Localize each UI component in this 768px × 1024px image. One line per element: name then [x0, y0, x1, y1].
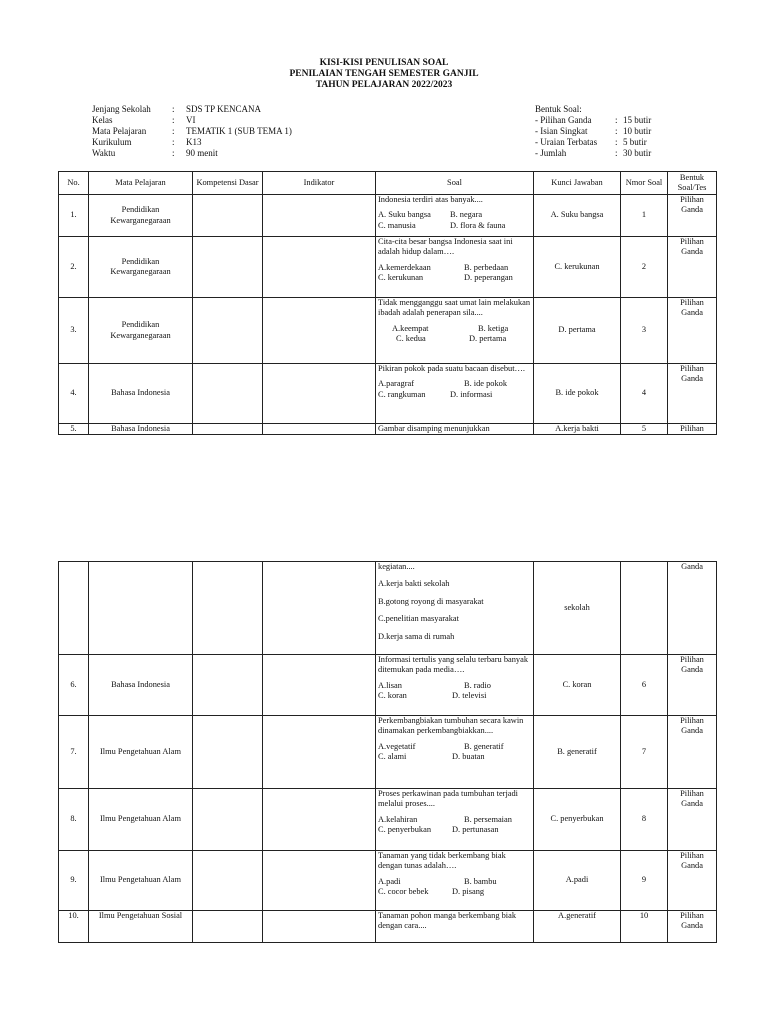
option-c: C. koran: [378, 691, 407, 701]
bentuk-soal-row: - Jumlah : 30 butir: [535, 148, 652, 158]
kisi-kisi-table-page-1: [58, 171, 717, 435]
bentuk-soal-label: - Jumlah: [535, 148, 567, 158]
bentuk-soal-row: - Isian Singkat : 10 butir: [535, 126, 652, 136]
option-d: D. televisi: [452, 691, 487, 701]
info-label: Kurikulum: [92, 137, 132, 147]
row-kunci-jawaban: A. Suku bangsa: [534, 195, 621, 237]
table-row: [59, 562, 717, 655]
row-kompetensi-dasar: [193, 562, 263, 655]
row-nomor-soal: 5: [621, 424, 668, 435]
row-mata-pelajaran: [89, 562, 193, 655]
option-d: D. pertama: [469, 334, 507, 344]
info-label: Mata Pelajaran: [92, 126, 147, 136]
option-c: C. penyerbukan: [378, 825, 432, 835]
info-value: K13: [186, 137, 202, 147]
row-no: 7.: [59, 716, 89, 789]
kisi-kisi-table-page-2: [58, 561, 717, 943]
row-soal: [376, 789, 534, 851]
option-a: A.padi: [378, 876, 401, 886]
row-indikator: [263, 716, 376, 789]
row-kompetensi-dasar: [193, 364, 263, 424]
row-kompetensi-dasar: [193, 789, 263, 851]
row-nomor-soal: 6: [621, 655, 668, 716]
question-text: Perkembangbiakan tumbuhan secara kawin dinamakan perkembangbiakkan....: [378, 716, 524, 736]
school-info: [92, 104, 292, 159]
row-no: 4.: [59, 364, 89, 424]
info-row: Kurikulum : K13: [92, 137, 202, 147]
row-no: 8.: [59, 789, 89, 851]
row-kunci-jawaban: C. koran: [534, 655, 621, 716]
option-b: B. bambu: [464, 876, 497, 886]
option-d: D. buatan: [452, 752, 485, 762]
question-text: Tidak mengganggu saat umat lain melakukan ibadah adalah penerapan sila....: [378, 298, 531, 318]
row-nomor-soal: 8: [621, 789, 668, 851]
row-mata-pelajaran: Pendidikan Kewarganegaraan: [89, 237, 193, 298]
row-soal: [376, 237, 534, 298]
header-kunci-jawaban: Kunci Jawaban: [534, 172, 621, 195]
row-mata-pelajaran: Ilmu Pengetahuan Sosial: [89, 911, 193, 943]
row-no: 2.: [59, 237, 89, 298]
row-nomor-soal: 9: [621, 851, 668, 911]
row-kunci-jawaban: A.padi: [534, 851, 621, 911]
row-no: 9.: [59, 851, 89, 911]
header-indikator: Indikator: [263, 172, 376, 195]
row-bentuk-soal: Pilihan Ganda: [668, 655, 717, 716]
row-nomor-soal: 10: [621, 911, 668, 943]
row-bentuk-soal: Pilihan Ganda: [668, 716, 717, 789]
info-value: 90 menit: [186, 148, 218, 158]
row-indikator: [263, 424, 376, 435]
question-text: Indonesia terdiri atas banyak....: [378, 195, 483, 204]
header-soal: Soal: [376, 172, 534, 195]
option-a: A.paragraf: [378, 379, 415, 389]
table-row: [59, 364, 717, 424]
row-no: 1.: [59, 195, 89, 237]
row-no: [59, 562, 89, 655]
option-a: A.kelahiran: [378, 814, 418, 824]
table-row: [59, 911, 717, 943]
row-kunci-jawaban: A.generatif: [534, 911, 621, 943]
doc-title-1: KISI-KISI PENULISAN SOAL: [319, 58, 449, 68]
option-c: C. manusia: [378, 220, 416, 230]
info-row: Mata Pelajaran : TEMATIK 1 (SUB TEMA 1): [92, 126, 292, 136]
table-row: [59, 851, 717, 911]
option-b: B.gotong royong di masyarakat: [378, 596, 484, 606]
info-row: Kelas : VI: [92, 115, 196, 125]
row-kunci-jawaban: D. pertama: [534, 298, 621, 364]
row-soal: [376, 716, 534, 789]
row-kompetensi-dasar: [193, 195, 263, 237]
doc-title-2: PENILAIAN TENGAH SEMESTER GANJIL: [289, 69, 479, 79]
row-mata-pelajaran: Pendidikan Kewarganegaraan: [89, 298, 193, 364]
bentuk-soal-summary: [535, 104, 651, 159]
table-row: [59, 424, 717, 435]
header-nomor-soal: Nmor Soal: [621, 172, 668, 195]
row-soal: Tanaman pohon manga berkembang biak dengan cara....: [376, 911, 534, 943]
option-d: D.kerja sama di rumah: [378, 631, 455, 641]
row-kunci-jawaban: B. generatif: [534, 716, 621, 789]
row-no: 3.: [59, 298, 89, 364]
header-mata-pelajaran: Mata Pelajaran: [89, 172, 193, 195]
bentuk-soal-label: - Isian Singkat: [535, 126, 588, 136]
row-indikator: [263, 789, 376, 851]
row-nomor-soal: 2: [621, 237, 668, 298]
info-label: Jenjang Sekolah: [92, 104, 151, 114]
row-no: 10.: [59, 911, 89, 943]
info-row: Waktu : 90 menit: [92, 148, 218, 158]
bentuk-soal-row: - Uraian Terbatas : 5 butir: [535, 137, 647, 147]
option-c: C.penelitian masyarakat: [378, 614, 459, 624]
row-nomor-soal: [621, 562, 668, 655]
bentuk-soal-value: 10 butir: [623, 126, 652, 136]
question-text: Cita-cita besar bangsa Indonesia saat ini adalah hidup dalam….: [378, 237, 513, 257]
option-b: B. persemaian: [464, 814, 512, 824]
option-a: A.kemerdekaan: [378, 262, 431, 272]
row-soal: [376, 195, 534, 237]
row-indikator: [263, 298, 376, 364]
row-kompetensi-dasar: [193, 424, 263, 435]
bentuk-soal-row: - Pilihan Ganda : 15 butir: [535, 115, 652, 125]
row-soal: [376, 298, 534, 364]
info-value: SDS TP KENCANA: [186, 104, 262, 114]
row-kunci-jawaban: C. kerukunan: [534, 237, 621, 298]
option-d: D. peperangan: [464, 273, 513, 283]
question-text: Informasi tertulis yang selalu terbaru banyak ditemukan pada media….: [378, 655, 529, 675]
row-mata-pelajaran: Pendidikan Kewarganegaraan: [89, 195, 193, 237]
question-text: Pikiran pokok pada suatu bacaan disebut….: [378, 364, 525, 373]
info-label: Waktu: [92, 148, 116, 158]
option-b: B. ide pokok: [464, 379, 508, 389]
row-bentuk-soal: Pilihan: [668, 424, 717, 435]
option-b: B. ketiga: [478, 323, 509, 333]
row-kompetensi-dasar: [193, 851, 263, 911]
header-kompetensi-dasar: Kompetensi Dasar: [193, 172, 263, 195]
row-bentuk-soal: Pilihan Ganda: [668, 789, 717, 851]
option-c: C. kedua: [396, 334, 426, 344]
info-value: TEMATIK 1 (SUB TEMA 1): [186, 126, 292, 136]
question-text: kegiatan....: [378, 562, 415, 571]
row-mata-pelajaran: Ilmu Pengetahuan Alam: [89, 851, 193, 911]
row-bentuk-soal: Pilihan Ganda: [668, 911, 717, 943]
table-row: [59, 789, 717, 851]
header-bentuk-soal: Bentuk Soal/Tes: [668, 172, 717, 195]
option-b: B. radio: [464, 680, 491, 690]
bentuk-soal-label: - Pilihan Ganda: [535, 115, 592, 125]
row-indikator: [263, 237, 376, 298]
row-kompetensi-dasar: [193, 911, 263, 943]
bentuk-soal-label: - Uraian Terbatas: [535, 137, 598, 147]
header-no: No.: [59, 172, 89, 195]
option-c: C. cocor bebek: [378, 887, 429, 897]
row-mata-pelajaran: Ilmu Pengetahuan Alam: [89, 789, 193, 851]
row-bentuk-soal: Pilihan Ganda: [668, 237, 717, 298]
table-row: [59, 298, 717, 364]
row-kompetensi-dasar: [193, 237, 263, 298]
question-text: Proses perkawinan pada tumbuhan terjadi melalui proses....: [378, 789, 519, 809]
bentuk-soal-value: 30 butir: [623, 148, 652, 158]
row-soal: [376, 562, 534, 655]
row-bentuk-soal: Pilihan Ganda: [668, 195, 717, 237]
option-c: C. rangkuman: [378, 389, 426, 399]
row-mata-pelajaran: Bahasa Indonesia: [89, 364, 193, 424]
bentuk-soal-heading: Bentuk Soal:: [535, 104, 582, 114]
option-b: B. negara: [450, 210, 483, 220]
row-kunci-jawaban: A.kerja bakti: [534, 424, 621, 435]
option-a: A.kerja bakti sekolah: [378, 579, 450, 589]
info-value: VI: [186, 115, 196, 125]
option-b: B. generatif: [464, 741, 504, 751]
table-row: [59, 716, 717, 789]
row-bentuk-soal: Ganda: [668, 562, 717, 655]
row-kunci-jawaban: sekolah: [534, 562, 621, 655]
row-soal: [376, 655, 534, 716]
option-d: D. pertunasan: [452, 825, 499, 835]
row-nomor-soal: 3: [621, 298, 668, 364]
row-soal: [376, 364, 534, 424]
row-kunci-jawaban: C. penyerbukan: [534, 789, 621, 851]
table-header-row: [59, 172, 717, 195]
option-a: A.vegetatif: [378, 741, 416, 751]
info-row: Jenjang Sekolah : SDS TP KENCANA: [92, 104, 262, 114]
option-c: C. kerukunan: [378, 273, 424, 283]
option-a: A.keempat: [392, 323, 429, 333]
row-indikator: [263, 195, 376, 237]
row-kunci-jawaban: B. ide pokok: [534, 364, 621, 424]
table-row: [59, 655, 717, 716]
row-soal: Gambar disamping menunjukkan: [376, 424, 534, 435]
option-d: D. flora & fauna: [450, 220, 506, 230]
row-indikator: [263, 364, 376, 424]
info-label: Kelas: [92, 115, 113, 125]
row-indikator: [263, 562, 376, 655]
option-c: C. alami: [378, 752, 407, 762]
question-text: Tanaman yang tidak berkembang biak dengan tunas adalah….: [378, 851, 506, 871]
table-row: [59, 237, 717, 298]
row-indikator: [263, 655, 376, 716]
row-indikator: [263, 851, 376, 911]
row-kompetensi-dasar: [193, 716, 263, 789]
doc-title-3: TAHUN PELAJARAN 2022/2023: [315, 80, 453, 90]
row-no: 6.: [59, 655, 89, 716]
row-nomor-soal: 4: [621, 364, 668, 424]
bentuk-soal-value: 5 butir: [623, 137, 647, 147]
option-a: A. Suku bangsa: [378, 210, 431, 220]
option-d: D. informasi: [450, 389, 493, 399]
row-bentuk-soal: Pilihan Ganda: [668, 364, 717, 424]
row-indikator: [263, 911, 376, 943]
row-mata-pelajaran: Bahasa Indonesia: [89, 655, 193, 716]
option-b: B. perbedaan: [464, 262, 509, 272]
row-bentuk-soal: Pilihan Ganda: [668, 851, 717, 911]
row-nomor-soal: 1: [621, 195, 668, 237]
row-mata-pelajaran: Ilmu Pengetahuan Alam: [89, 716, 193, 789]
row-soal: [376, 851, 534, 911]
option-a: A.lisan: [378, 680, 402, 690]
row-bentuk-soal: Pilihan Ganda: [668, 298, 717, 364]
row-mata-pelajaran: Bahasa Indonesia: [89, 424, 193, 435]
row-nomor-soal: 7: [621, 716, 668, 789]
row-kompetensi-dasar: [193, 298, 263, 364]
table-row: [59, 195, 717, 237]
option-d: D. pisang: [452, 887, 485, 897]
bentuk-soal-value: 15 butir: [623, 115, 652, 125]
row-kompetensi-dasar: [193, 655, 263, 716]
row-no: 5.: [59, 424, 89, 435]
